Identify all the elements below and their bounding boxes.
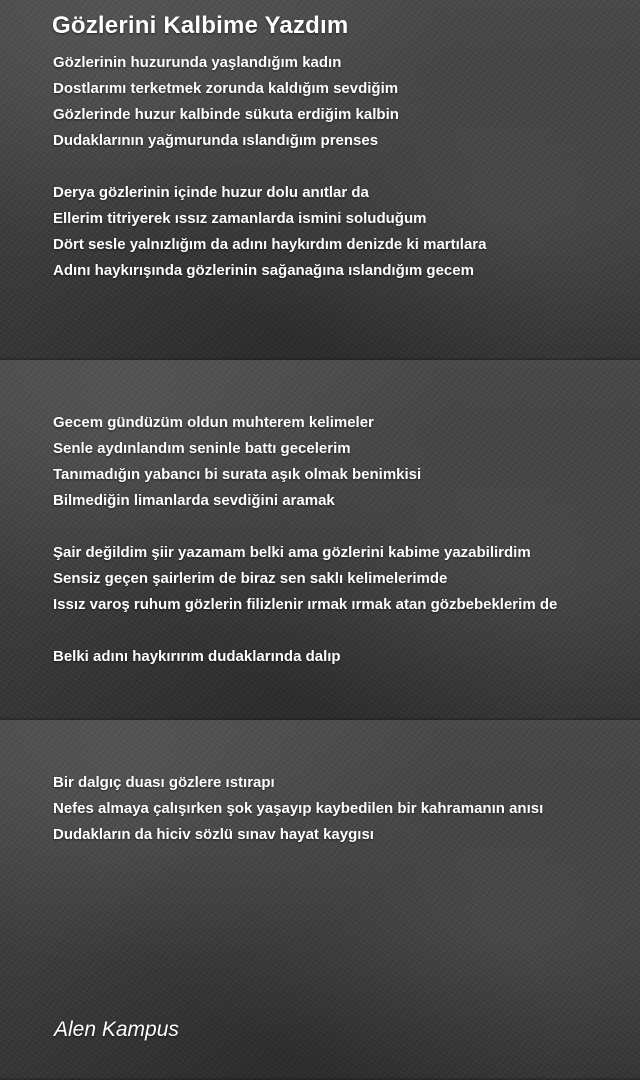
- poem-line: Dört sesle yalnızlığım da adını haykırdım denizde ki martılara: [53, 236, 487, 253]
- poem-line: Derya gözlerinin içinde huzur dolu anıtlar da: [53, 184, 369, 201]
- poem-panel-1: [0, 0, 640, 360]
- stanza-6: [53, 770, 543, 848]
- poem-line: Issız varoş ruhum gözlerin filizlenir ırmak ırmak atan gözbebeklerim de: [53, 596, 558, 613]
- poem-line: Dudakların da hiciv sözlü sınav hayat kaygısı: [53, 826, 374, 843]
- poem-line: Gözlerinde huzur kalbinde sükuta erdiğim kalbin: [53, 106, 399, 123]
- poem-title: Gözlerini Kalbime Yazdım: [52, 12, 349, 39]
- poem-line: Dudaklarının yağmurunda ıslandığım prenses: [53, 132, 379, 149]
- poem-line: Gecem gündüzüm oldun muhterem kelimeler: [53, 414, 374, 431]
- stanza-2: [53, 180, 486, 284]
- poem-line: Bir dalgıç duası gözlere ıstırapı: [53, 774, 275, 791]
- stanza-5: [53, 644, 341, 670]
- poem-line: Sensiz geçen şairlerim de biraz sen saklı kelimelerimde: [53, 570, 448, 587]
- poem-line: Bilmediğin limanlarda sevdiğini aramak: [53, 492, 335, 509]
- poem-author: Alen Kampus: [54, 1018, 179, 1041]
- poem-panel-2: [0, 360, 640, 720]
- poem-line: Nefes almaya çalışırken şok yaşayıp kaybedilen bir kahramanın anısı: [53, 800, 544, 817]
- poem-line: Adını haykırışında gözlerinin sağanağına ıslandığım gecem: [53, 262, 474, 279]
- poem-line: Gözlerinin huzurunda yaşlandığım kadın: [53, 54, 342, 71]
- poem-line: Senle aydınlandım seninle battı gecelerim: [53, 440, 351, 457]
- stanza-3: [53, 410, 421, 514]
- poem-line: Belki adını haykırırım dudaklarında dalıp: [53, 648, 341, 665]
- poem-line: Ellerim titriyerek ıssız zamanlarda ismini soluduğum: [53, 210, 427, 227]
- poem-panel-3: [0, 720, 640, 1080]
- stanza-4: [53, 540, 557, 618]
- poem-line: Dostlarımı terketmek zorunda kaldığım sevdiğim: [53, 80, 399, 97]
- poem-line: Tanımadığın yabancı bi surata aşık olmak benimkisi: [53, 466, 422, 483]
- poem-line: Şair değildim şiir yazamam belki ama gözlerini kabime yazabilirdim: [53, 544, 531, 561]
- stanza-1: [53, 50, 399, 154]
